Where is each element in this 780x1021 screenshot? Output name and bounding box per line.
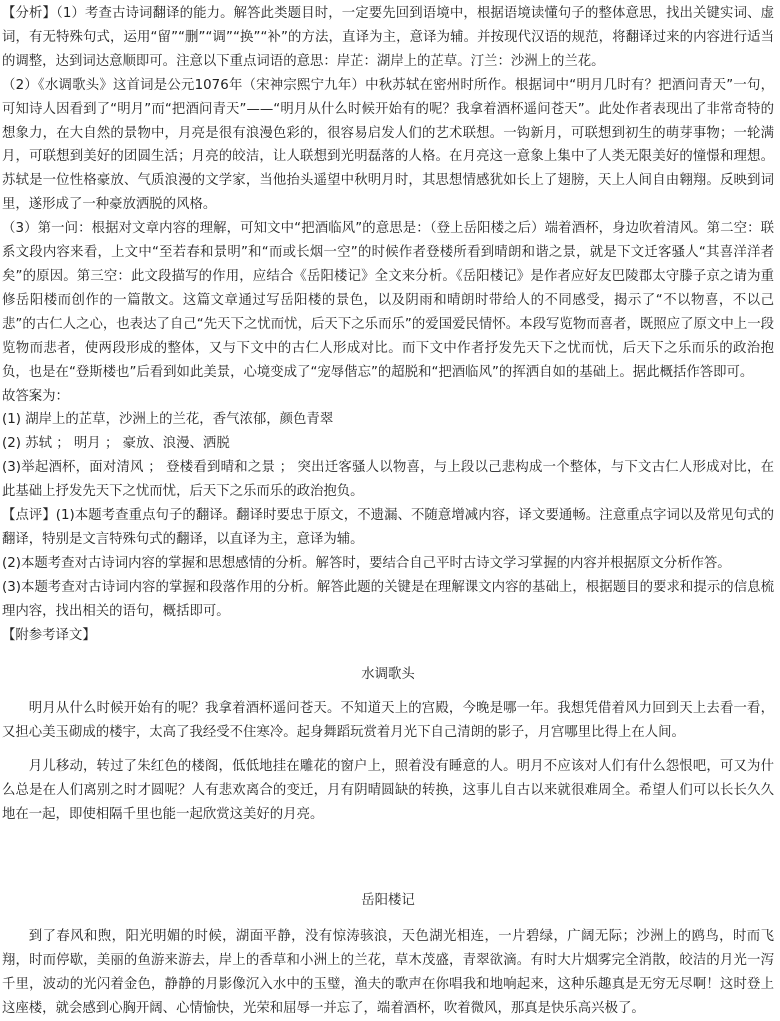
answer-1: (1) 湖岸上的芷草，沙洲上的兰花，香气浓郁，颜色青翠 xyxy=(2,412,334,428)
answer-2: (2) 苏轼 ； 明月 ； 豪放、浪漫、洒脱 xyxy=(2,436,230,452)
poem-1-paragraph-1: 明月从什么时候开始有的呢？我拿着酒杯遥问苍天。不知道天上的宫殿，今晚是哪一年。我想凭借着风力回到天上去看一看，又担心美玉砌成的楼宇，太高了我经受不住寒冷。起身舞蹈玩赏着月光下自己清朗的影子，月宫哪里比得上在人间。 xyxy=(2,701,774,741)
answer-3: (3)举起酒杯，面对清风 ； 登楼看到晴和之景 ； 突出迁客骚人以物喜，与上段以己悲构成一个整体，与下文古仁人形成对比，在此基础上抒发先天下之忧而忧，后天下之乐而乐的政治抱负。 xyxy=(2,460,774,500)
analysis-paragraph-1: 【分析】（1）考查古诗词翻译的能力。解答此类题目时，一定要先回到语境中，根据语境读懂句子的整体意思，找出关键实词、虚词，有无特殊句式，运用“留”“删”“调”“换”“补”的方法，直译为主，意译为辅。并按现代汉语的规范，将翻译过来的内容进行适当的调整，达到词达意顺即可。注意以下重点词语的意思：岸芷：湖岸上的芷草。汀兰：沙洲上的兰花。 xyxy=(2,6,774,69)
review-paragraph-2: (2)本题考查对古诗词内容的掌握和思想感情的分析。解答时，要结合自己平时古诗文学习掌握的内容并根据原文分析作答。 xyxy=(2,555,731,571)
reference-translation-label: 【附参考译文】 xyxy=(2,627,96,643)
poem-1-title: 水调歌头 xyxy=(361,667,415,683)
spacer xyxy=(2,687,774,697)
analysis-paragraph-3: （3）第一问：根据对文章内容的理解，可知文中“把酒临风”的意思是：（登上岳阳楼之后）端着酒杯，身边吹着清风。第二空：联系文段内容来看，上文中“至若春和景明”和“而或长烟一空”的时候作者登楼所看到晴朗和谐之景，就是下文迁客骚人“其喜洋洋者矣”的原因。第三空：此文段描写的作用，应结合《岳阳楼记》全文来分析。《岳阳楼记》是作者应好友巴陵郡太守滕子京之请为重修岳阳楼而创作的一篇散文。这篇文章通过写岳阳楼的景色，以及阴雨和晴朗时带给人的不同感受，揭示了“不以物喜，不以己悲”的古仁人之心，也表达了自己“先天下之忧而忧，后天下之乐而乐”的爱国爱民情怀。本段写览物而喜者，既照应了原文中上一段览物而悲者，使两段形成的整体，又与下文中的古仁人形成对比。而下文中作者抒发先天下之忧而忧，后天下之乐而乐的政治抱负，也是在“登斯楼也”后看到如此美景，心境变成了“宠辱偕忘”的超脱和“把酒临风”的挥洒自如的基础上。据此概括作答即可。 xyxy=(2,221,774,380)
spacer xyxy=(2,827,774,889)
answers-label: 故答案为： xyxy=(2,388,69,404)
review-paragraph-3: (3)本题考查对古诗词内容的掌握和段落作用的分析。解答此题的关键是在理解课文内容的基础上，根据题目的要求和提示的信息梳理内容，找出相关的语句，概括即可。 xyxy=(2,579,774,619)
poem-2-paragraph-1: 到了春风和煦，阳光明媚的时候，湖面平静，没有惊涛骇浪，天色湖光相连，一片碧绿，广阔无际；沙洲上的鸥鸟，时而飞翔，时而停歇，美丽的鱼游来游去，岸上的香草和小洲上的兰花，草木茂盛，青翠欲滴。有时大片烟雾完全消散，皎洁的月光一泻千里，波动的光闪着金色，静静的月影像沉入水中的玉璧，渔夫的歌声在你唱我和地响起来，这种乐趣真是无穷无尽啊！这时登上这座楼，就会感到心胸开阔、心情愉快，光荣和屈辱一并忘了，端着酒杯，吹着微风，那真是快乐高兴极了。 xyxy=(2,929,774,1016)
spacer xyxy=(2,647,774,663)
poem-1-paragraph-2: 月儿移动，转过了朱红色的楼阁，低低地挂在雕花的窗户上，照着没有睡意的人。明月不应该对人们有什么怨恨吧，可又为什么总是在人们离别之时才圆呢？人有悲欢离合的变迁，月有阴晴圆缺的转换，这事儿自古以来就很难周全。希望人们可以长长久久地在一起，即使相隔千里也能一起欣赏这美好的月亮。 xyxy=(2,759,774,823)
spacer xyxy=(2,913,774,925)
spacer xyxy=(2,745,774,755)
analysis-paragraph-2: （2）《水调歌头》这首词是公元1076年（宋神宗熙宁九年）中秋苏轼在密州时所作。根据词中“明月几时有？把酒问青天”一句，可知诗人因看到了“明月”而“把酒问青天”——“明月从什么时候开始有的呢？我拿着酒杯遥问苍天”。此处作者表现出了非常奇特的想象力，在大自然的景物中，月亮是很有浪漫色彩的，很容易启发人们的艺术联想。一钩新月，可联想到初生的萌芽事物；一轮满月，可联想到美好的团圆生活；月亮的皎洁，让人联想到光明磊落的人格。在月亮这一意象上集中了人类无限美好的憧憬和理想。苏轼是一位性格豪放、气质浪漫的文学家，当他抬头遥望中秋明月时，其思想情感犹如长上了翅膀，天上人间自由翱翔。反映到词里，遂形成了一种豪放洒脱的风格。 xyxy=(2,77,774,213)
poem-2-title: 岳阳楼记 xyxy=(361,893,415,908)
review-paragraph-1: 【点评】(1)本题考查重点句子的翻译。翻译时要忠于原文，不遗漏、不随意增减内容，译文要通畅。注意重点字词以及常见句式的翻译，特别是文言特殊句式的翻译，以直译为主，意译为辅。 xyxy=(2,508,774,547)
